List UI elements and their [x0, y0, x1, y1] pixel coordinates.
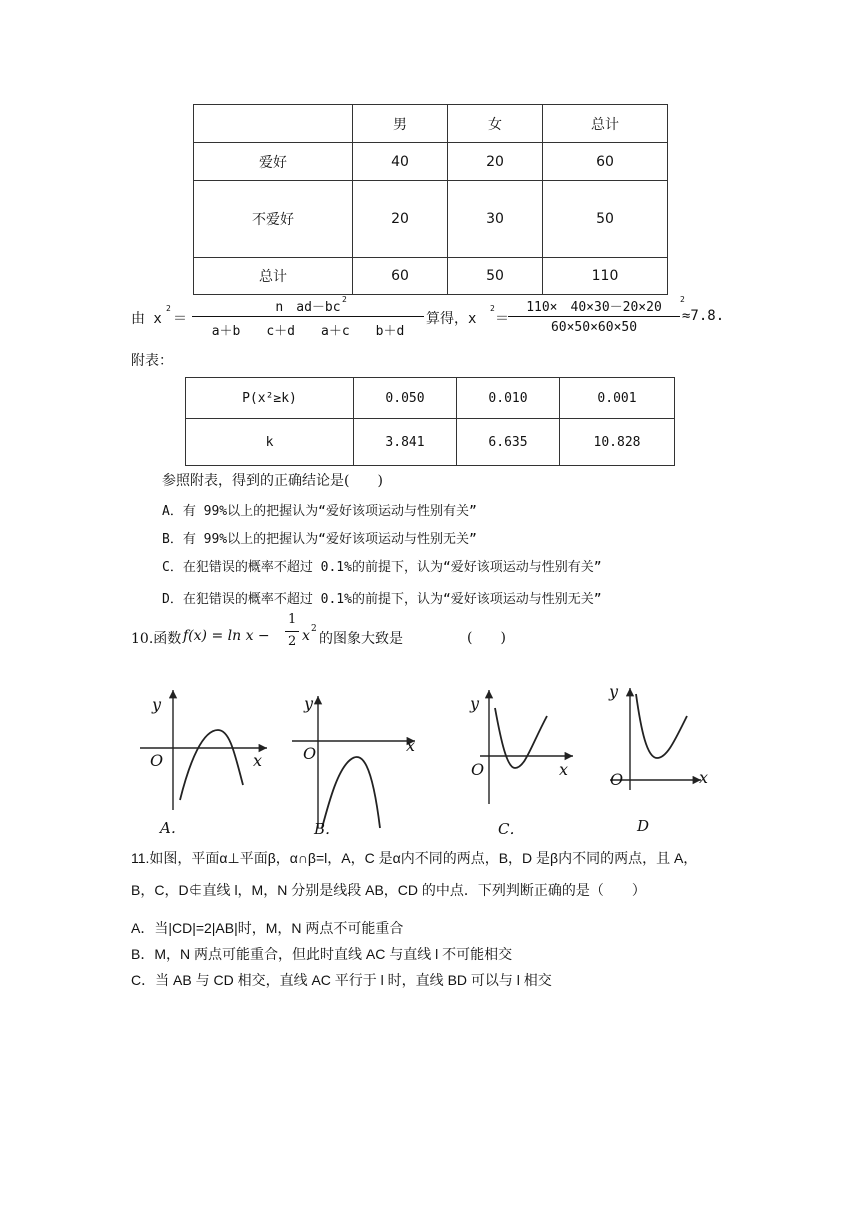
- appendix-label: 附表：: [131, 353, 173, 369]
- y-label: y: [470, 694, 480, 713]
- formula-sup: 2: [166, 304, 171, 313]
- formula-denominator-2: [508, 320, 680, 335]
- table-header-cell: 男: [353, 105, 448, 143]
- q10-function: f(x) = ln x −: [183, 628, 270, 644]
- numerator2-sup: 2: [680, 295, 685, 304]
- table-cell: 0.010: [457, 378, 560, 419]
- table-cell: 20: [448, 143, 543, 181]
- table-cell: k: [186, 419, 354, 466]
- contingency-table: [193, 104, 668, 295]
- q10-prefix: 10.函数: [131, 631, 182, 647]
- y-label: y: [609, 682, 619, 701]
- graph-d-plot: [605, 680, 725, 840]
- table-cell: 40: [353, 143, 448, 181]
- option-label: C．: [498, 820, 525, 838]
- table-cell: 总计: [194, 258, 353, 295]
- formula-prefix: 由 x: [131, 311, 162, 327]
- table-row: [186, 378, 675, 419]
- q10-tail-sup: 2: [311, 624, 317, 634]
- table-cell: P(x²≥k): [186, 378, 354, 419]
- curve: [636, 694, 687, 758]
- table-cell: 110: [543, 258, 668, 295]
- graph-b: [290, 688, 440, 840]
- table-cell: 3.841: [354, 419, 457, 466]
- denominator2-text: 60×50×60×50: [550, 320, 638, 335]
- curve: [180, 730, 243, 800]
- table-header-cell: 总计: [543, 105, 668, 143]
- curve: [495, 708, 547, 768]
- table-header-row: [194, 105, 668, 143]
- numerator2-text: 110× 40×30－20×20: [526, 300, 662, 315]
- q10-frac-den: 2: [288, 634, 297, 649]
- table-row: [186, 419, 675, 466]
- q11-option-a: A．当|CD|=2|AB|时，M，N 两点不可能重合: [131, 920, 404, 936]
- q10-suffix: 的图象大致是: [319, 631, 403, 647]
- q10-tail: x: [302, 628, 310, 644]
- x-label: x: [406, 736, 416, 755]
- table-cell: 50: [543, 181, 668, 258]
- graph-c: [465, 686, 605, 840]
- formula-numerator-2: [508, 296, 680, 315]
- x-label: x: [699, 768, 709, 787]
- table-cell: 20: [353, 181, 448, 258]
- q11-line2: B，C，D∉直线 l，M，N 分别是线段 AB，CD 的中点．下列判断正确的是（ ）: [131, 882, 646, 898]
- graph-c-plot: [465, 686, 605, 840]
- origin-label: O: [150, 751, 164, 770]
- graph-a: [135, 685, 285, 840]
- y-label: y: [304, 694, 314, 713]
- formula-eq: ＝: [173, 311, 187, 327]
- table-cell: 6.635: [457, 419, 560, 466]
- q10-paren: ( ): [467, 630, 506, 646]
- origin-label: O: [303, 744, 317, 763]
- origin-label: O: [610, 770, 624, 789]
- q10-frac-bar: [285, 631, 299, 632]
- option-label: D: [637, 817, 650, 835]
- table-cell: 60: [353, 258, 448, 295]
- mid-eq: ＝: [495, 311, 509, 327]
- option-label: A．: [160, 819, 186, 837]
- table-row: [194, 181, 668, 258]
- numerator-sup: 2: [342, 295, 347, 304]
- graph-d: [605, 680, 725, 840]
- fraction-bar: [192, 316, 424, 317]
- fraction-bar-2: [508, 316, 680, 317]
- formula-result: ≈7.8.: [682, 308, 725, 324]
- q11-option-c: C．当 AB 与 CD 相交，直线 AC 平行于 l 时，直线 BD 可以与 l 相交: [131, 972, 552, 988]
- denominator-text: a＋b c＋d a＋c b＋d: [211, 324, 405, 339]
- table-header-cell: 女: [448, 105, 543, 143]
- origin-label: O: [471, 760, 485, 779]
- x-label: x: [559, 760, 569, 779]
- option-label: B．: [314, 820, 341, 838]
- critical-value-table: [185, 377, 675, 466]
- table-cell: 爱好: [194, 143, 353, 181]
- q9-stem: 参照附表，得到的正确结论是( ): [162, 473, 383, 489]
- table-row: [194, 258, 668, 295]
- formula-mid: 算得，x: [426, 311, 477, 327]
- table-cell: 60: [543, 143, 668, 181]
- q11-line1: 11.如图，平面α⊥平面β，α∩β=l，A，C 是α内不同的两点，B，D 是β内不同的两点，且 A，: [131, 850, 698, 866]
- q9-option-c: C．在犯错误的概率不超过 0.1%的前提下，认为“爱好该项运动与性别有关”: [162, 560, 602, 575]
- table-header-cell: [194, 105, 353, 143]
- table-cell: 0.050: [354, 378, 457, 419]
- q11-option-b: B．M，N 两点可能重合，但此时直线 AC 与直线 l 不可能相交: [131, 946, 513, 962]
- table-cell: 10.828: [560, 419, 675, 466]
- q9-option-d: D．在犯错误的概率不超过 0.1%的前提下，认为“爱好该项运动与性别无关”: [162, 592, 602, 607]
- x-label: x: [253, 751, 263, 770]
- q9-option-a: A．有 99%以上的把握认为“爱好该项运动与性别有关”: [162, 504, 477, 519]
- table-cell: 50: [448, 258, 543, 295]
- mid-sup: 2: [490, 304, 495, 313]
- y-label: y: [152, 695, 162, 714]
- formula-numerator: [192, 296, 424, 315]
- table-cell: 不爱好: [194, 181, 353, 258]
- q9-option-b: B．有 99%以上的把握认为“爱好该项运动与性别无关”: [162, 532, 477, 547]
- table-cell: 30: [448, 181, 543, 258]
- formula-denominator: [192, 320, 424, 339]
- table-cell: 0.001: [560, 378, 675, 419]
- numerator-text: n ad－bc: [275, 300, 341, 315]
- q10-frac-num: 1: [288, 612, 297, 627]
- table-row: [194, 143, 668, 181]
